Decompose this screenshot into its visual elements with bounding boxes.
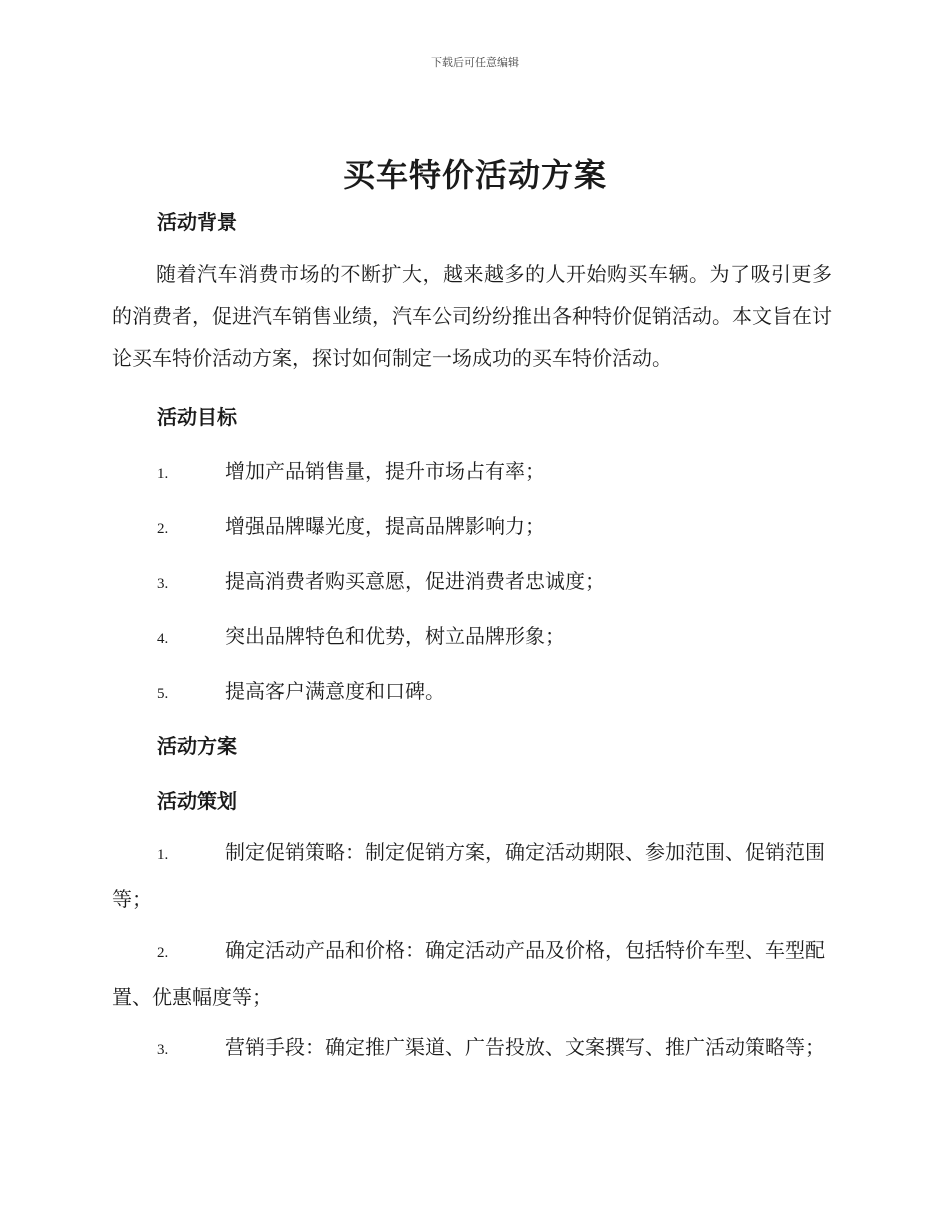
heading-background: 活动背景 [157,210,237,234]
goal-number: 4. [157,631,169,647]
page-header-note: 下载后可任意编辑 [431,56,519,69]
planning-text: 制定促销策略：制定促销方案，确定活动期限、参加范围、促销范围等； [112,840,825,911]
goal-text: 提高客户满意度和口碑。 [225,679,445,703]
planning-text: 确定活动产品和价格：确定活动产品及价格，包括特价车型、车型配置、优惠幅度等； [112,938,825,1009]
planning-number: 1. [157,847,169,863]
goal-text: 突出品牌特色和优势，树立品牌形象； [225,624,565,648]
goal-number: 2. [157,521,169,537]
heading-goals: 活动目标 [157,405,237,429]
document-title: 买车特价活动方案 [342,156,607,194]
planning-number: 3. [157,1042,169,1058]
planning-number: 2. [157,945,169,961]
goal-text: 提高消费者购买意愿，促进消费者忠诚度； [225,569,605,593]
heading-plan: 活动方案 [157,734,237,758]
planning-item [112,830,832,921]
goal-item [157,510,545,539]
goal-item [157,455,545,484]
heading-planning: 活动策划 [157,789,237,813]
goal-number: 1. [157,466,169,482]
goal-text: 增强品牌曝光度，提高品牌影响力； [225,514,545,538]
goal-number: 3. [157,576,169,592]
background-paragraph: 随着汽车消费市场的不断扩大，越来越多的人开始购买车辆。为了吸引更多的消费者，促进汽车销售业绩，汽车公司纷纷推出各种特价促销活动。本文旨在讨论买车特价活动方案，探讨如何制定一场成功的买车特价活动。 [112,262,832,370]
planning-text: 营销手段：确定推广渠道、广告投放、文案撰写、推广活动策略等； [225,1035,825,1059]
planning-item [112,928,832,1019]
goal-item [157,675,445,704]
goal-item [157,565,605,594]
goal-text: 增加产品销售量，提升市场占有率； [225,459,545,483]
goal-item [157,620,565,649]
goal-number: 5. [157,686,169,702]
planning-item [112,1025,832,1072]
